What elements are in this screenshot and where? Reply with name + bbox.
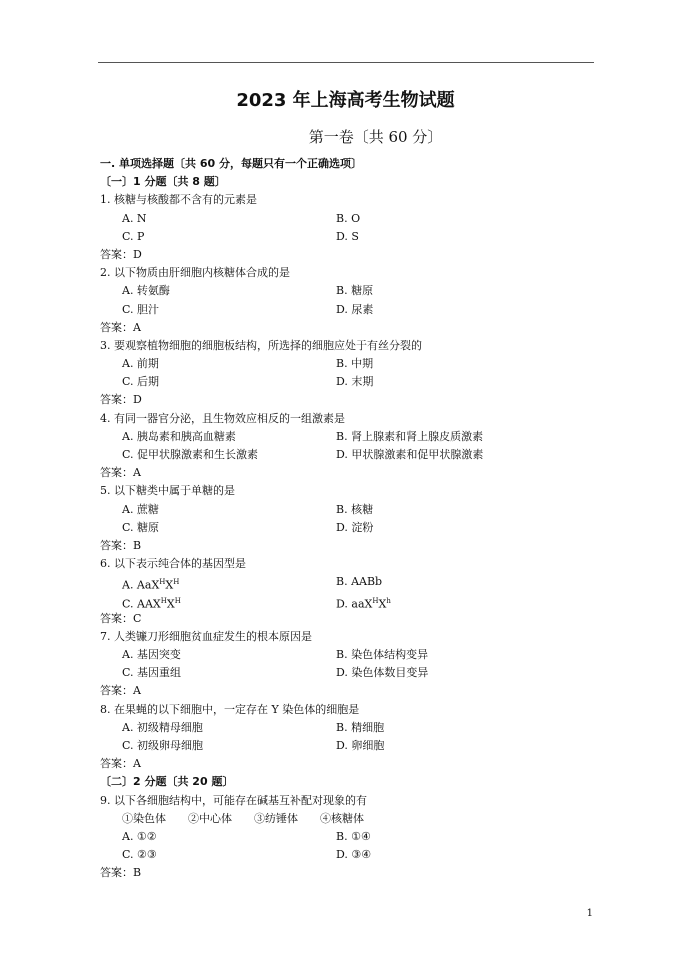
answer: 答案：B bbox=[100, 866, 142, 880]
allele-superscript: H bbox=[372, 596, 379, 605]
option-row bbox=[100, 373, 600, 391]
option-d: D. 淀粉 bbox=[336, 520, 374, 534]
option-row bbox=[100, 846, 600, 864]
exam-content bbox=[100, 155, 600, 883]
option-b: B. 糖原 bbox=[336, 284, 374, 298]
option-row bbox=[100, 592, 600, 610]
answer: 答案：A bbox=[100, 757, 141, 771]
answer: 答案：D bbox=[100, 247, 142, 261]
option-row bbox=[100, 828, 600, 846]
item-list bbox=[100, 810, 600, 828]
option-row bbox=[100, 573, 600, 591]
option-c: C. ②③ bbox=[122, 848, 157, 862]
option-b: B. 精细胞 bbox=[336, 720, 385, 734]
option-d: D. 末期 bbox=[336, 375, 374, 389]
option-a: A. ①② bbox=[122, 829, 157, 843]
option-b: B. O bbox=[336, 211, 361, 225]
genotype-text: X bbox=[165, 578, 174, 592]
option-a: A. 蔗糖 bbox=[122, 502, 159, 516]
answer: 答案：A bbox=[100, 320, 141, 334]
answer: 答案：C bbox=[100, 611, 142, 625]
option-row bbox=[100, 519, 600, 537]
question-text: 6. 以下表示纯合体的基因型是 bbox=[100, 557, 246, 571]
page-number: 1 bbox=[586, 908, 593, 919]
option-row bbox=[100, 446, 600, 464]
option-row bbox=[100, 501, 600, 519]
option-row bbox=[100, 355, 600, 373]
option-d: D. 卵细胞 bbox=[336, 739, 385, 752]
genotype-text: X bbox=[166, 597, 175, 611]
option-c: C. 基因重组 bbox=[122, 666, 182, 680]
option-row bbox=[100, 301, 600, 319]
question-text: 3. 要观察植物细胞的细胞板结构，所选择的细胞应处于有丝分裂的 bbox=[100, 338, 422, 352]
question-text: 9. 以下各细胞结构中，可能存在碱基互补配对现象的有 bbox=[100, 793, 367, 807]
allele-superscript: h bbox=[386, 596, 391, 605]
allele-superscript: H bbox=[173, 578, 180, 587]
allele-superscript: H bbox=[160, 596, 167, 605]
question-text: 5. 以下糖类中属于单糖的是 bbox=[100, 484, 235, 498]
answer: 答案：A bbox=[100, 466, 141, 480]
option-b: B. 染色体结构变异 bbox=[336, 648, 429, 662]
option-row bbox=[100, 282, 600, 300]
option-d: D. 尿素 bbox=[336, 302, 374, 316]
question-text: 2. 以下物质由肝细胞内核糖体合成的是 bbox=[100, 266, 290, 280]
option-a: A. 初级精母细胞 bbox=[122, 720, 203, 734]
option-c: C. P bbox=[122, 229, 145, 243]
document-subtitle: 第一卷〔共 60 分〕 bbox=[308, 128, 443, 146]
option-row bbox=[100, 664, 600, 682]
option-d: D. S bbox=[336, 229, 359, 243]
option-c: C. 后期 bbox=[122, 375, 160, 389]
option-row bbox=[100, 737, 600, 755]
option-row bbox=[100, 428, 600, 446]
option-a: A. 转氨酶 bbox=[122, 284, 170, 298]
option-d: D. ③④ bbox=[336, 848, 372, 862]
question-text: 7. 人类镰刀形细胞贫血症发生的根本原因是 bbox=[100, 629, 312, 643]
option-row bbox=[100, 210, 600, 228]
genotype-text: X bbox=[378, 597, 387, 611]
group-heading: 〔二〕2 分题〔共 20 题〕 bbox=[100, 775, 234, 789]
option-c: C. 糖原 bbox=[122, 520, 160, 534]
allele-superscript: H bbox=[174, 596, 181, 605]
option-b: B. ①④ bbox=[336, 829, 371, 843]
option-b: B. 核糖 bbox=[336, 502, 374, 516]
question-text: 1. 核糖与核酸都不含有的元素是 bbox=[100, 193, 257, 207]
option-b: B. 中期 bbox=[336, 357, 374, 371]
answer: 答案：D bbox=[100, 393, 142, 407]
genotype-text: A. AaX bbox=[122, 578, 160, 592]
question-text: 4. 有同一器官分泌，且生物效应相反的一组激素是 bbox=[100, 411, 345, 425]
allele-superscript: H bbox=[159, 578, 166, 587]
document-title: 2023 年上海高考生物试题 bbox=[236, 90, 455, 111]
option-b: B. AABb bbox=[336, 575, 383, 589]
option-d: D. 甲状腺激素和促甲状腺激素 bbox=[336, 448, 484, 461]
option-a: A. 基因突变 bbox=[122, 648, 181, 662]
genotype-text: D. aaX bbox=[336, 597, 373, 611]
option-row bbox=[100, 646, 600, 664]
option-c: C. 胆汁 bbox=[122, 302, 160, 316]
answer: 答案：B bbox=[100, 538, 142, 552]
group-heading: 〔一〕1 分题〔共 8 题〕 bbox=[100, 175, 226, 189]
header-rule bbox=[98, 62, 594, 63]
structure-items: ①染色体 ②中心体 ③纺锤体 ④核糖体 bbox=[122, 811, 364, 825]
question-text: 8. 在果蝇的以下细胞中，一定存在 Y 染色体的细胞是 bbox=[100, 702, 360, 716]
option-row bbox=[100, 228, 600, 246]
option-c: C. 初级卵母细胞 bbox=[122, 739, 204, 752]
option-c: C. 促甲状腺激素和生长激素 bbox=[122, 448, 259, 461]
option-a: A. N bbox=[122, 211, 147, 225]
option-a: A. 前期 bbox=[122, 357, 159, 371]
option-row bbox=[100, 719, 600, 737]
option-d: D. 染色体数目变异 bbox=[336, 666, 429, 680]
option-a: A. 胰岛素和胰高血糖素 bbox=[122, 429, 236, 443]
option-b: B. 肾上腺素和肾上腺皮质激素 bbox=[336, 429, 484, 443]
answer: 答案：A bbox=[100, 684, 141, 698]
section-heading: 一. 单项选择题〔共 60 分，每题只有一个正确选项〕 bbox=[100, 157, 362, 170]
genotype-text: C. AAX bbox=[122, 597, 161, 611]
